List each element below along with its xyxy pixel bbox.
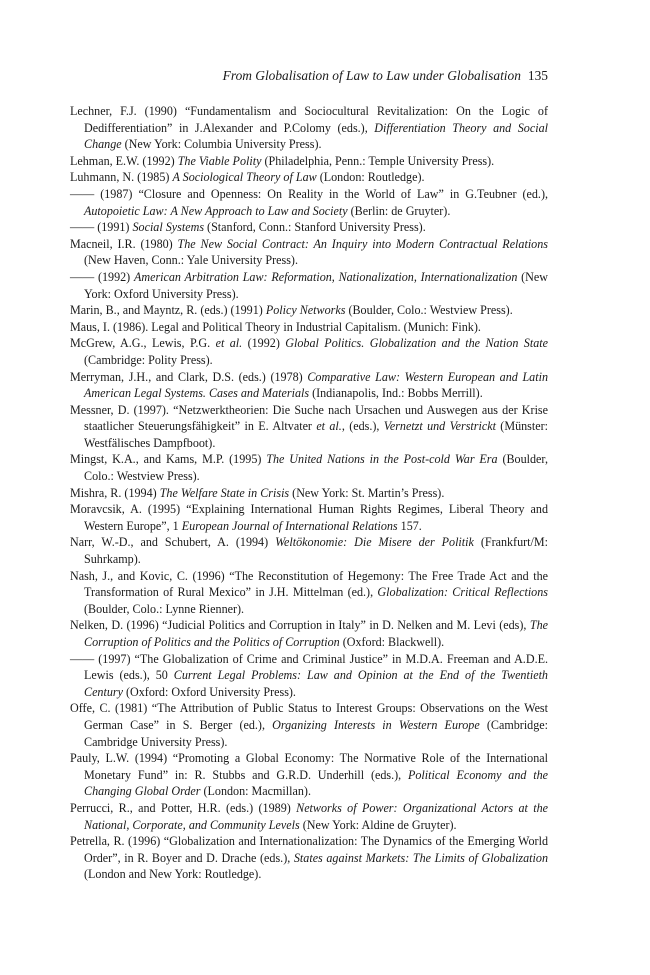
reference-entry <box>70 485 548 502</box>
reference-italic-text: The Corruption of Politics and the Politics of Corruption <box>84 618 548 649</box>
reference-text: Messner, D. (1997). “Netzwerktheorien: Die Suche nach Ursachen und Auswegen aus der Krise staatlicher Steuerungsfähigkeit” in E. Altvater <box>70 402 548 434</box>
reference-text: (London: Routledge). <box>316 170 425 185</box>
reference-text: (London and New York: Routledge). <box>84 867 262 882</box>
reference-italic-text: Networks of Power: Organizational Actors at the National, Corporate, and Community Levels <box>84 800 548 832</box>
reference-text: Nash, J., and Kovic, C. (1996) “The Reconstitution of Hegemony: The Free Trade Act and the Transformation of Rural Mexico” in J.H. Mittelman (ed.), <box>70 568 548 600</box>
reference-text: (Boulder, Colo.: Lynne Rienner). <box>84 601 245 616</box>
reference-text: —— (1997) “The Globalization of Crime and Criminal Justice” in M.D.A. Freeman and A.D.E. Lewis (eds.), 50 <box>70 651 548 683</box>
reference-entry <box>70 501 548 534</box>
reference-entry <box>70 700 548 750</box>
reference-text: (Oxford: Blackwell). <box>339 635 445 649</box>
reference-text: (New York: Oxford University Press). <box>84 269 548 301</box>
reference-entry <box>70 269 548 302</box>
reference-italic-text: The New Social Contract: An Inquiry into Modern Contractual Relations <box>177 236 548 251</box>
reference-italic-text: Organizing Interests in Western Europe <box>272 717 480 732</box>
reference-italic-text: Policy Networks <box>265 303 346 318</box>
reference-text: Pauly, L.W. (1994) “Promoting a Global Economy: The Normative Role of the International Monetary Fund” in: R. Stubbs and G.R.D. Underhill (eds.), <box>70 751 548 782</box>
reference-text: Perrucci, R., and Potter, H.R. (eds.) (1989) <box>70 800 297 815</box>
reference-text: McGrew, A.G., Lewis, P.G. <box>70 336 216 351</box>
reference-text: Petrella, R. (1996) “Globalization and Internationalization: The Dynamics of the Emerging World Order”, in R. Boyer and D. Drache (eds.), <box>70 834 548 865</box>
reference-italic-text: The Welfare State in Crisis <box>159 485 290 500</box>
reference-text: —— (1991) <box>70 220 133 235</box>
reference-text: Moravcsik, A. (1995) “Explaining International Human Rights Regimes, Liberal Theory and Western Europe”, 1 <box>70 502 548 533</box>
reference-text: Narr, W.-D., and Schubert, A. (1994) <box>70 535 276 550</box>
reference-text: Offe, C. (1981) “The Attribution of Public Status to Interest Groups: Observations on the West German Case” in S. Berger (ed.), <box>70 701 548 732</box>
reference-entry <box>70 750 548 800</box>
reference-italic-text: Political Economy and the Changing Global Order <box>84 767 548 799</box>
reference-entry <box>70 219 548 236</box>
reference-text: —— (1992) <box>70 269 134 284</box>
reference-italic-text: et al. <box>316 419 342 434</box>
reference-italic-text: Current Legal Problems: Law and Opinion at the End of the Twentieth Century <box>84 668 548 699</box>
reference-text: (Oxford: Oxford University Press). <box>122 684 296 699</box>
reference-text: Lechner, F.J. (1990) “Fundamentalism and Sociocultural Revitalization: On the Logic of Dedifferentiation” in J.Alexander and P.Colomy (eds.), <box>70 104 548 135</box>
reference-entry <box>70 534 548 567</box>
reference-text: (New York: Aldine de Gruyter). <box>299 817 457 832</box>
reference-list <box>70 103 548 883</box>
page-number: 135 <box>527 68 548 83</box>
reference-entry <box>70 369 548 402</box>
reference-text: Mingst, K.A., and Kams, M.P. (1995) <box>70 452 267 467</box>
reference-entry <box>70 153 548 170</box>
reference-text: Mishra, R. (1994) <box>70 485 160 500</box>
reference-text: (Frankfurt/M: Suhrkamp). <box>84 535 548 567</box>
reference-italic-text: et al. <box>215 336 243 351</box>
reference-entry <box>70 833 548 883</box>
reference-italic-text: States against Markets: The Limits of Globalization <box>293 850 548 865</box>
reference-entry <box>70 568 548 618</box>
reference-entry <box>70 169 548 186</box>
reference-entry <box>70 402 548 452</box>
reference-entry <box>70 103 548 153</box>
reference-text: Maus, I. (1986). Legal and Political Theory in Industrial Capitalism. (Munich: Fink). <box>70 319 481 334</box>
reference-text: (Indianapolis, Ind.: Bobbs Merrill). <box>309 386 483 401</box>
reference-entry <box>70 451 548 484</box>
reference-entry <box>70 800 548 833</box>
reference-text: (Boulder, Colo.: Westview Press). <box>84 452 548 484</box>
reference-text: (New Haven, Conn.: Yale University Press). <box>84 253 298 268</box>
reference-text: (London: Macmillan). <box>200 784 311 799</box>
reference-entry <box>70 335 548 368</box>
reference-italic-text: American Arbitration Law: Reformation, Nationalization, Internationalization <box>133 269 518 284</box>
reference-italic-text: Social Systems <box>132 220 205 235</box>
reference-italic-text: A Sociological Theory of Law <box>172 170 317 185</box>
reference-italic-text: The United Nations in the Post-cold War Era <box>266 452 498 467</box>
reference-text: , (eds.), <box>341 419 384 434</box>
reference-text: (New York: Columbia University Press). <box>121 137 322 152</box>
reference-text: (Münster: Westfälisches Dampfboot). <box>84 419 548 450</box>
reference-text: 157. <box>397 518 422 533</box>
reference-text: Nelken, D. (1996) “Judicial Politics and Corruption in Italy” in D. Nelken and M. Levi (eds), <box>70 618 530 633</box>
reference-italic-text: The Viable Polity <box>177 153 262 168</box>
reference-entry <box>70 186 548 219</box>
reference-italic-text: Comparative Law: Western European and Latin American Legal Systems. Cases and Materials <box>84 369 548 401</box>
reference-text: (Stanford, Conn.: Stanford University Press). <box>204 220 426 235</box>
reference-text: (Philadelphia, Penn.: Temple University Press). <box>261 153 495 168</box>
reference-italic-text: Globalization: Critical Reflections <box>377 585 548 600</box>
reference-italic-text: Autopoietic Law: A New Approach to Law and Society <box>84 203 348 218</box>
reference-text: Lehman, E.W. (1992) <box>70 153 178 168</box>
running-head <box>70 68 548 84</box>
reference-text: Marin, B., and Mayntz, R. (eds.) (1991) <box>70 303 266 318</box>
reference-italic-text: Differentiation Theory and Social Change <box>84 120 548 152</box>
reference-entry <box>70 319 548 336</box>
reference-text: Merryman, J.H., and Clark, D.S. (eds.) (1978) <box>70 369 308 384</box>
reference-text: (Berlin: de Gruyter). <box>347 203 451 218</box>
reference-text: (New York: St. Martin’s Press). <box>289 485 445 500</box>
reference-entry <box>70 651 548 701</box>
reference-entry <box>70 302 548 319</box>
running-head-title: From Globalisation of Law to Law under Globalisation <box>222 68 521 83</box>
reference-text: (Cambridge: Polity Press). <box>84 352 213 367</box>
reference-text: Macneil, I.R. (1980) <box>70 236 178 251</box>
reference-text: Luhmann, N. (1985) <box>70 170 173 185</box>
reference-text: (1992) <box>242 336 286 351</box>
reference-italic-text: Vernetzt und Verstrickt <box>383 419 496 434</box>
reference-text: —— (1987) “Closure and Openness: On Reality in the World of Law” in G.Teubner (ed.), <box>70 186 548 201</box>
reference-entry <box>70 236 548 269</box>
reference-italic-text: European Journal of International Relations <box>181 518 398 533</box>
reference-text: (Boulder, Colo.: Westview Press). <box>345 303 513 318</box>
reference-italic-text: Weltökonomie: Die Misere der Politik <box>275 535 474 550</box>
reference-entry <box>70 617 548 650</box>
reference-italic-text: Global Politics. Globalization and the Nation State <box>285 336 548 351</box>
reference-text: (Cambridge: Cambridge University Press). <box>84 717 549 749</box>
